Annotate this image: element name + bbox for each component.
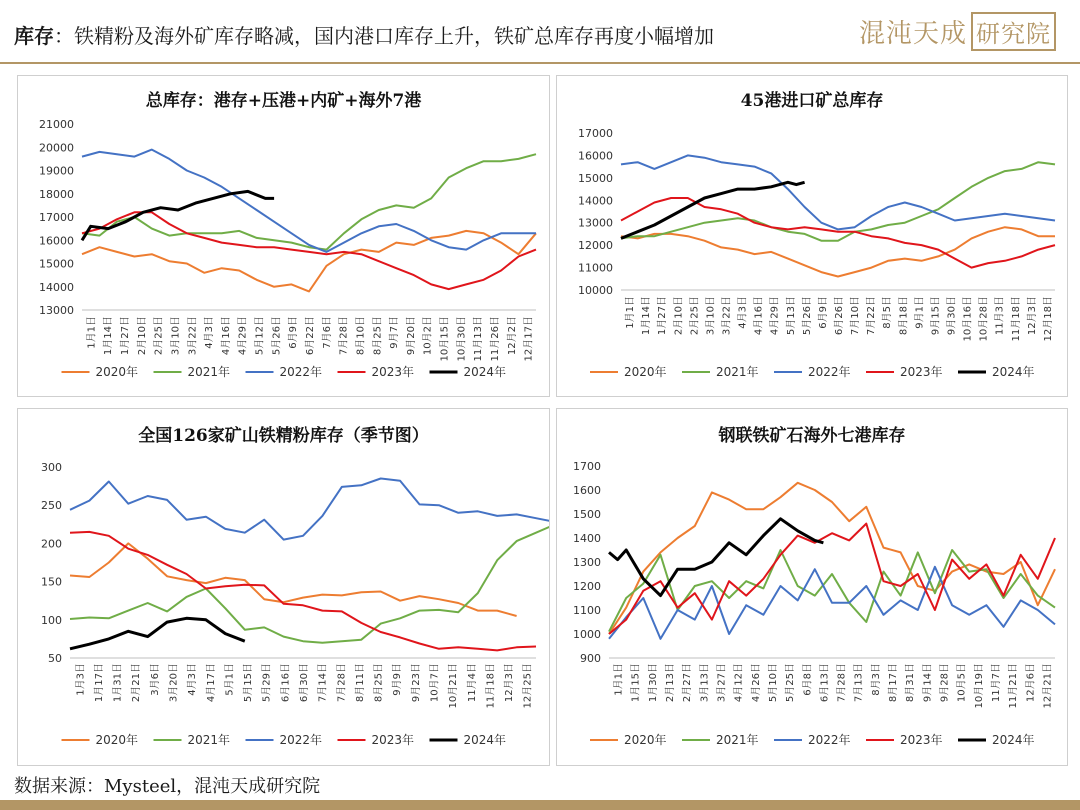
chart-overseas-7-ports bbox=[557, 409, 1067, 765]
x-tick-label: 4月3日 bbox=[187, 663, 199, 696]
x-tick-label: 8月25日 bbox=[373, 663, 385, 703]
x-tick-label: 5月10日 bbox=[767, 663, 779, 703]
x-tick-label: 2月10日 bbox=[136, 316, 148, 356]
legend-label: 2022年 bbox=[279, 365, 323, 379]
legend-label: 2020年 bbox=[624, 365, 667, 379]
x-tick-label: 10月5日 bbox=[956, 663, 968, 703]
x-tick-label: 12月25日 bbox=[522, 663, 534, 709]
y-tick-label: 16000 bbox=[39, 234, 74, 248]
x-tick-label: 5月15日 bbox=[243, 663, 255, 703]
x-tick-label: 2月21日 bbox=[131, 663, 143, 703]
series-line bbox=[621, 182, 805, 238]
x-tick-label: 12月18日 bbox=[1042, 296, 1054, 342]
legend-label: 2021年 bbox=[187, 365, 231, 379]
x-tick-label: 9月1日 bbox=[914, 296, 926, 329]
legend-label: 2022年 bbox=[279, 733, 323, 747]
y-tick-label: 1000 bbox=[573, 628, 601, 641]
x-tick-label: 12月21日 bbox=[1042, 663, 1054, 709]
x-tick-label: 5月26日 bbox=[271, 316, 283, 356]
legend-label: 2024年 bbox=[992, 733, 1035, 747]
x-tick-label: 6月16日 bbox=[280, 663, 292, 703]
x-tick-label: 2月25日 bbox=[689, 296, 701, 336]
logo-box: 研究院 bbox=[971, 12, 1056, 51]
y-tick-label: 10000 bbox=[578, 284, 613, 297]
y-tick-label: 50 bbox=[48, 652, 62, 665]
x-tick-label: 8月18日 bbox=[898, 296, 910, 336]
x-tick-label: 10月30日 bbox=[456, 316, 468, 362]
x-tick-label: 8月3日 bbox=[870, 663, 882, 696]
x-tick-label: 9月14日 bbox=[922, 663, 934, 703]
page-header bbox=[0, 0, 1080, 62]
x-tick-label: 11月26日 bbox=[489, 316, 501, 362]
x-tick-label: 12月3日 bbox=[1026, 296, 1038, 336]
x-tick-label: 11月18日 bbox=[485, 663, 497, 709]
x-tick-label: 10月21日 bbox=[448, 663, 460, 709]
x-tick-label: 2月25日 bbox=[153, 316, 165, 356]
title-text: ：铁精粉及海外矿库存略减，国内港口库存上升，铁矿总库存再度小幅增加 bbox=[54, 24, 714, 48]
x-tick-label: 6月13日 bbox=[819, 663, 831, 703]
y-tick-label: 15000 bbox=[39, 257, 74, 271]
legend-label: 2023年 bbox=[900, 733, 943, 747]
x-tick-label: 1月15日 bbox=[630, 663, 642, 703]
y-tick-label: 150 bbox=[41, 575, 62, 589]
chart-title: 总库存：港存+压港+内矿+海外7港 bbox=[145, 91, 422, 111]
x-tick-label: 7月14日 bbox=[317, 663, 329, 703]
x-tick-label: 10月28日 bbox=[978, 296, 990, 342]
x-tick-label: 11月3日 bbox=[994, 296, 1006, 336]
series-line bbox=[70, 524, 549, 642]
x-tick-label: 3月6日 bbox=[149, 663, 161, 696]
x-tick-label: 8月11日 bbox=[354, 663, 366, 703]
x-tick-label: 4月16日 bbox=[753, 296, 765, 336]
x-tick-label: 2月10日 bbox=[673, 296, 685, 336]
x-tick-label: 3月13日 bbox=[699, 663, 711, 703]
x-tick-label: 8月10日 bbox=[355, 316, 367, 356]
legend-label: 2020年 bbox=[95, 365, 139, 379]
x-tick-label: 9月23日 bbox=[410, 663, 422, 703]
y-tick-label: 14000 bbox=[39, 280, 74, 294]
y-tick-label: 16000 bbox=[578, 149, 613, 163]
x-tick-label: 10月7日 bbox=[429, 663, 441, 703]
x-tick-label: 1月14日 bbox=[641, 296, 653, 336]
series-line bbox=[621, 155, 1055, 229]
x-tick-label: 7月6日 bbox=[321, 316, 333, 349]
x-tick-label: 11月7日 bbox=[990, 663, 1002, 703]
chart-panel-total-inventory bbox=[17, 75, 550, 397]
legend-label: 2023年 bbox=[900, 365, 943, 379]
y-tick-label: 18000 bbox=[39, 187, 74, 201]
x-tick-label: 7月28日 bbox=[836, 663, 848, 703]
y-tick-label: 12000 bbox=[578, 239, 613, 253]
chart-title: 45港进口矿总库存 bbox=[740, 91, 884, 111]
x-tick-label: 8月17日 bbox=[888, 663, 900, 703]
series-line bbox=[70, 479, 549, 540]
x-tick-label: 5月12日 bbox=[254, 316, 266, 356]
x-tick-label: 7月22日 bbox=[866, 296, 878, 336]
y-tick-label: 17000 bbox=[39, 211, 74, 224]
series-line bbox=[621, 227, 1055, 276]
x-tick-label: 3月20日 bbox=[168, 663, 180, 703]
page-title bbox=[14, 20, 714, 49]
x-tick-label: 3月10日 bbox=[705, 296, 717, 336]
x-tick-label: 1月30日 bbox=[647, 663, 659, 703]
x-tick-label: 1月1日 bbox=[613, 663, 625, 696]
x-tick-label: 12月17日 bbox=[523, 316, 535, 362]
chart-panel-overseas-7-ports bbox=[556, 408, 1068, 766]
legend-label: 2024年 bbox=[463, 733, 507, 747]
x-tick-label: 1月1日 bbox=[625, 296, 637, 329]
x-tick-label: 10月19日 bbox=[973, 663, 985, 709]
x-tick-label: 3月10日 bbox=[170, 316, 182, 356]
chart-total-inventory bbox=[18, 76, 549, 396]
x-tick-label: 1月27日 bbox=[657, 296, 669, 336]
y-tick-label: 1300 bbox=[573, 556, 601, 569]
y-tick-label: 1100 bbox=[573, 604, 601, 617]
x-tick-label: 5月29日 bbox=[261, 663, 273, 703]
legend-label: 2023年 bbox=[371, 365, 415, 379]
y-tick-label: 21000 bbox=[39, 118, 74, 131]
x-tick-label: 8月25日 bbox=[372, 316, 384, 356]
chart-title: 钢联铁矿石海外七港库存 bbox=[718, 426, 906, 446]
y-tick-label: 14000 bbox=[578, 194, 613, 208]
y-tick-label: 250 bbox=[41, 499, 62, 513]
x-tick-label: 11月4日 bbox=[466, 663, 478, 703]
logo-main: 混沌天成 bbox=[858, 19, 967, 49]
brand-logo bbox=[859, 12, 1056, 51]
x-tick-label: 9月20日 bbox=[405, 316, 417, 356]
x-tick-label: 10月16日 bbox=[962, 296, 974, 342]
y-tick-label: 300 bbox=[41, 461, 62, 474]
x-tick-label: 1月3日 bbox=[75, 663, 87, 696]
x-tick-label: 6月26日 bbox=[834, 296, 845, 336]
series-line bbox=[82, 231, 536, 292]
y-tick-label: 19000 bbox=[39, 164, 74, 178]
x-tick-label: 4月29日 bbox=[769, 296, 781, 336]
x-tick-label: 4月29日 bbox=[237, 316, 249, 356]
title-label: 库存 bbox=[14, 24, 54, 48]
y-tick-label: 200 bbox=[41, 537, 62, 551]
y-tick-label: 100 bbox=[41, 613, 62, 627]
y-tick-label: 1500 bbox=[573, 508, 601, 521]
x-tick-label: 7月10日 bbox=[850, 296, 862, 336]
y-tick-label: 15000 bbox=[578, 171, 613, 185]
legend-label: 2021年 bbox=[716, 733, 759, 747]
x-tick-label: 10月15日 bbox=[439, 316, 451, 362]
series-line bbox=[82, 150, 536, 252]
legend-label: 2024年 bbox=[992, 365, 1035, 379]
legend-label: 2023年 bbox=[371, 733, 415, 747]
x-tick-label: 7月28日 bbox=[338, 316, 350, 356]
legend-label: 2022年 bbox=[808, 365, 851, 379]
y-tick-label: 1700 bbox=[573, 460, 601, 473]
y-tick-label: 13000 bbox=[578, 216, 613, 230]
x-tick-label: 8月31日 bbox=[905, 663, 917, 703]
x-tick-label: 5月13日 bbox=[785, 296, 797, 336]
x-tick-label: 6月8日 bbox=[802, 663, 814, 696]
series-line bbox=[70, 618, 245, 649]
series-line bbox=[82, 212, 536, 289]
series-line bbox=[70, 532, 536, 651]
x-tick-label: 6月22日 bbox=[305, 316, 316, 356]
x-tick-label: 7月28日 bbox=[336, 663, 348, 703]
series-line bbox=[82, 154, 536, 249]
chart-45-ports-inventory bbox=[557, 76, 1067, 396]
x-tick-label: 4月3日 bbox=[204, 316, 216, 349]
y-tick-label: 17000 bbox=[578, 127, 613, 140]
y-tick-label: 13000 bbox=[39, 304, 74, 317]
x-tick-label: 12月2日 bbox=[506, 316, 518, 356]
x-tick-label: 5月25日 bbox=[785, 663, 797, 703]
header-divider bbox=[0, 62, 1080, 64]
legend-label: 2021年 bbox=[187, 733, 231, 747]
x-tick-label: 11月13日 bbox=[473, 316, 485, 362]
legend-label: 2022年 bbox=[808, 733, 851, 747]
x-tick-label: 2月13日 bbox=[665, 663, 677, 703]
x-tick-label: 6月9日 bbox=[817, 296, 829, 329]
chart-mine-concentrate bbox=[18, 409, 549, 765]
x-tick-label: 9月7日 bbox=[389, 316, 401, 349]
x-tick-label: 4月16日 bbox=[220, 316, 232, 356]
x-tick-label: 4月26日 bbox=[750, 663, 762, 703]
x-tick-label: 12月6日 bbox=[1025, 663, 1037, 703]
x-tick-label: 6月9日 bbox=[288, 316, 300, 349]
chart-panel-45-ports bbox=[556, 75, 1068, 397]
legend-label: 2020年 bbox=[95, 733, 139, 747]
x-tick-label: 1月27日 bbox=[120, 316, 132, 356]
x-tick-label: 5月1日 bbox=[224, 663, 236, 696]
x-tick-label: 4月3日 bbox=[737, 296, 749, 329]
x-tick-label: 9月9日 bbox=[392, 663, 404, 696]
source-note: 数据来源：Mysteel，混沌天成研究院 bbox=[14, 776, 321, 797]
x-tick-label: 7月13日 bbox=[853, 663, 865, 703]
x-tick-label: 1月17日 bbox=[93, 663, 105, 703]
x-tick-label: 9月30日 bbox=[946, 296, 958, 336]
legend-label: 2024年 bbox=[463, 365, 507, 379]
x-tick-label: 3月22日 bbox=[187, 316, 199, 356]
x-tick-label: 5月26日 bbox=[801, 296, 813, 336]
y-tick-label: 11000 bbox=[578, 261, 613, 275]
x-tick-label: 11月18日 bbox=[1010, 296, 1022, 342]
x-tick-label: 3月22日 bbox=[721, 296, 733, 336]
x-tick-label: 2月27日 bbox=[682, 663, 694, 703]
x-tick-label: 8月5日 bbox=[882, 296, 894, 329]
x-tick-label: 1月1日 bbox=[86, 316, 98, 349]
x-tick-label: 12月3日 bbox=[504, 663, 516, 703]
x-tick-label: 1月14日 bbox=[103, 316, 115, 356]
x-tick-label: 4月17日 bbox=[205, 663, 217, 703]
chart-panel-mine-concentrate bbox=[17, 408, 550, 766]
x-tick-label: 6月30日 bbox=[299, 663, 310, 703]
footer-bar bbox=[0, 800, 1080, 810]
y-tick-label: 900 bbox=[580, 652, 601, 665]
x-tick-label: 9月28日 bbox=[939, 663, 951, 703]
chart-title: 全国126家矿山铁精粉库存（季节图） bbox=[138, 426, 429, 446]
x-tick-label: 1月31日 bbox=[112, 663, 124, 703]
legend-label: 2021年 bbox=[716, 365, 759, 379]
x-tick-label: 3月27日 bbox=[716, 663, 728, 703]
y-tick-label: 1600 bbox=[573, 484, 601, 497]
x-tick-label: 9月15日 bbox=[930, 296, 942, 336]
y-tick-label: 1200 bbox=[573, 580, 601, 593]
x-tick-label: 4月12日 bbox=[733, 663, 745, 703]
y-tick-label: 1400 bbox=[573, 532, 601, 545]
x-tick-label: 11月21日 bbox=[1008, 663, 1020, 709]
series-line bbox=[609, 550, 1055, 632]
legend-label: 2020年 bbox=[624, 733, 667, 747]
x-tick-label: 10月2日 bbox=[422, 316, 434, 356]
y-tick-label: 20000 bbox=[39, 141, 74, 155]
